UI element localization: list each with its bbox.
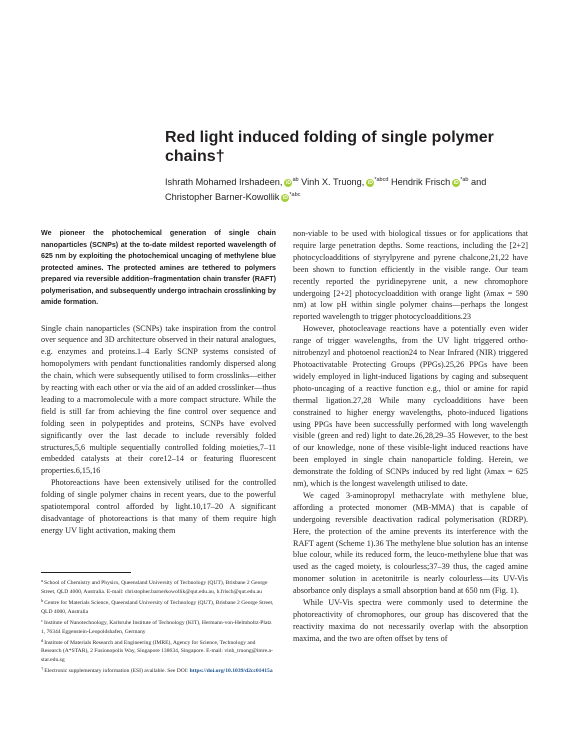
affiliation-mark: *abc bbox=[289, 192, 301, 198]
orcid-icon[interactable]: iD bbox=[367, 180, 373, 186]
body-paragraph: We caged 3-aminopropyl methacrylate with methylene blue, affording a protected monomer (MB-MMA) that is capable of undergoing reversible deactivation radical polymerisation (RDRP). Here, the protection of the amine prevents its interference with the RAFT agent (Scheme 1).36 The methylene blue solution has an intense blue colour, while its reduced form, the leuco-methylene blue that was used as the caged moiety, is colourless;37–39 thus, the caged amine monomer solution in acetonitrile is nearly colourless—its UV-Vis absorbance only displays a small absorption band at 650 nm (Fig. 1). bbox=[293, 490, 528, 596]
footnote-mark: † bbox=[41, 666, 44, 672]
author-list bbox=[165, 174, 565, 204]
author-name[interactable]: Hendrik Frisch bbox=[390, 177, 451, 187]
right-column bbox=[293, 228, 528, 645]
footnote-affiliation bbox=[41, 617, 276, 636]
footnote-text: School of Chemistry and Physics, Queensland University of Technology (QUT), Brisbane 2 George Street, QLD 4000, Australia. E-mail: christopher.barnerkowollik@qut.edu.au, h.frisch@qut.edu.au bbox=[41, 580, 268, 595]
footnote-affiliation bbox=[41, 577, 276, 596]
footnote-divider bbox=[41, 572, 131, 573]
affiliation-mark: *abcd bbox=[374, 177, 389, 183]
body-paragraph: While UV-Vis spectra were commonly used to determine the photoreactivity of chromophores, our group has discovered that the reactivity maxima do not necessarily overlap with the absorption maxima, and the two are often offset by tens of bbox=[293, 598, 528, 643]
orcid-icon[interactable]: iD bbox=[285, 180, 291, 186]
footnote-mark: b bbox=[41, 597, 44, 603]
body-paragraph: However, photocleavage reactions have a potentially even wider range of trigger wavelengths, from the UV light triggered ortho-nitrobenzyl and photoenol reaction24 to Near Infrared (NIR) triggered Photoactivatable Protecting Groups (PPGs).25,26 PPGs have been widely employed in light-induced ligations by caging and subsequent photo-uncaging of a reactive function e.g., thiol or amine for rapid thermal ligation.27,28 While many cycloadditions have been constrained to higher energy wavelengths, photo-induced ligations using PPGs have been successfully performed with long wavelength visible (green and red) light to date.26,28,29–35 However, to the best of our knowledge, none of these visible-light induced reactions have been employed in single chain nanoparticle folding. Herein, we demonstrate the folding of SCNPs induced by red light (λmax = 625 nm), which is the longest wavelength utilised to date. bbox=[293, 324, 528, 489]
affiliation-mark: *ab bbox=[460, 177, 469, 183]
body-paragraph: Photoreactions have been extensively utilised for the controlled folding of single polymer chains in recent years, due to the powerful spatiotemporal control afforded by light.10,17–20 A significant disadvantage of photoreactions is that many of them require high energy UV light activation, making them bbox=[41, 478, 276, 535]
conjunction: and bbox=[471, 177, 487, 187]
author-name[interactable]: Vinh X. Truong, bbox=[301, 177, 365, 187]
footnote-affiliation bbox=[41, 637, 276, 665]
footnote-text: Institute of Nanotechnology, Karlsruhe Institute of Technology (KIT), Hermann-von-Helmholtz-Platz 1, 76344 Eggenstein-Leopoldshafen, Germany bbox=[41, 619, 272, 635]
footnote-esi bbox=[41, 665, 276, 676]
footnote-mark: a bbox=[41, 578, 43, 583]
footnotes bbox=[41, 577, 276, 677]
footnote-affiliation bbox=[41, 597, 276, 616]
footnote-mark: d bbox=[41, 637, 44, 643]
left-column bbox=[41, 228, 276, 537]
author-name[interactable]: Ishrath Mohamed Irshadeen, bbox=[165, 177, 283, 187]
orcid-icon[interactable]: iD bbox=[453, 180, 459, 186]
footnote-mark: c bbox=[41, 617, 43, 623]
doi-link[interactable]: https://doi.org/10.1039/d2cc01415a bbox=[189, 668, 273, 675]
footnote-text: Institute of Materials Research and Engineering (IMRE), Agency for Science, Technology and Research (A*STAR), 2 Fusionopolis Way, Singapore 138634, Singapore. E-mail: vinh_truong@imre.a-star.edu.sg bbox=[41, 639, 273, 664]
article-title: Red light induced folding of single polymer chains† bbox=[165, 129, 494, 165]
author-name[interactable]: Christopher Barner-Kowollik bbox=[165, 192, 280, 202]
orcid-icon[interactable]: iD bbox=[282, 195, 288, 201]
footnote-text: Centre for Materials Science, Queensland University of Technology (QUT), Brisbane 2 George Street, QLD 4000, Australia bbox=[41, 599, 274, 615]
body-paragraph: Single chain nanoparticles (SCNPs) take inspiration from the control over sequence and 3D architecture observed in their natural analogues, e.g. enzymes and proteins.1–4 Early SCNP systems consisted of homopolymers with pendant functionalities randomly dispersed along the chain, which were subsequently utilised to form crosslinks—either by reacting with each other or via the aid of an added crosslinker—thus leading to a macromolecule with a more compact structure. While the field is still far from achieving the fine control over sequence and folding seen in polypeptides and proteins, SCNPs have evolved significantly over the last decade to include reversibly folded structures,5,6 multiple sequentially controlled folding moieties,7–11 embedded catalysts at their core12–14 or featuring fluorescent properties.6,15,16 bbox=[41, 323, 276, 476]
body-paragraph: non-viable to be used with biological tissues or for applications that require large penetration depths. Some reactions, including the [2+2] photocycloadditions of styrylpyrene and pyrene chalcone,21,22 have been shown to function efficiently in the visible range. Our team recently reported the pyridinepyrene unit, a new chromophore undergoing [2+2] photocycloaddition with orange light (λmax = 590 nm) at low pH within single polymer chains—perhaps the longest reported wavelength to trigger photocycloadditions.23 bbox=[293, 229, 528, 322]
affiliation-mark: ab bbox=[292, 177, 299, 183]
footnote-text: Electronic supplementary information (ESI) available. See DOI: bbox=[44, 668, 190, 675]
abstract: We pioneer the photochemical generation of single chain nanoparticles (SCNPs) at the to-date mildest reported wavelength of 625 nm by exploiting the photochemical uncaging of methylene blue protected amines. The protected amines are tethered to polymers prepared via reversible addition–fragmentation chain transfer (RAFT) polymerisation, and subsequently undergo intrachain crosslinking by amide formation. bbox=[41, 229, 276, 306]
